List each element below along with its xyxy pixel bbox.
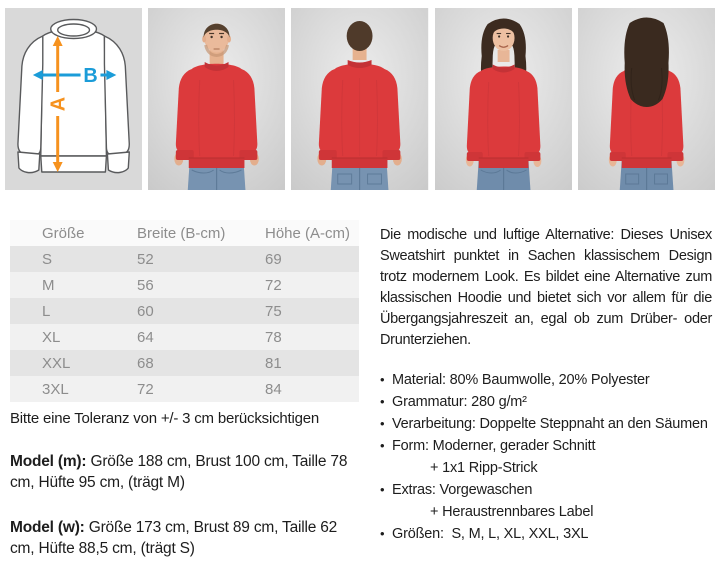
table-row-xxl: XXL 68 81: [10, 350, 359, 376]
photo-model-male-front[interactable]: [148, 8, 285, 190]
male-back-illustration: [291, 8, 428, 190]
feature-grammatur: Grammatur: 280 g/m²: [392, 394, 527, 410]
feature-form-sub: + 1x1 Ripp-Strick: [430, 460, 538, 476]
size-diagram-image[interactable]: [5, 8, 142, 190]
product-image-strip: [5, 8, 715, 190]
model-m-note: [10, 451, 355, 493]
photo-model-male-back[interactable]: [291, 8, 428, 190]
table-row-m: M 56 72: [10, 272, 359, 298]
height-label: A: [47, 96, 70, 112]
female-front-illustration: [435, 8, 572, 190]
product-detail-section: [0, 8, 720, 578]
table-row-xl: XL 64 78: [10, 324, 359, 350]
col-header-groesse: Größe: [42, 224, 85, 242]
model-w-note: [10, 517, 355, 559]
male-front-illustration: [148, 8, 285, 190]
description-column: [380, 220, 712, 559]
table-row-s: S 52 69: [10, 246, 359, 272]
feature-extras: Extras: Vorgewaschen + Heraustrennbares Label: [380, 479, 712, 523]
size-info-column: [10, 220, 359, 559]
model-w-text: Größe 173 cm, Brust 89 cm, Taille 62 cm, Hüfte 88,5 cm, (trägt S): [10, 519, 342, 557]
feature-groessen: Größen: S, M, L, XL, XXL, 3XL: [392, 526, 589, 542]
photo-model-female-front[interactable]: [435, 8, 572, 190]
width-label: B: [83, 64, 98, 88]
size-table: [10, 220, 359, 402]
product-description: Die modische und luftige Alternative: Dieses Unisex Sweatshirt punktet in Sachen klassischem Design trotz modernem Look. Es bildet eine Alternative zum klassischen Hoodie und bietet sich vor allem für die Übergangsjahreszeit an, egal ob zum Drüber- oder Drunterziehen.: [380, 227, 712, 348]
table-row-3xl: 3XL 72 84: [10, 376, 359, 402]
tolerance-note: Bitte eine Toleranz von +/- 3 cm berücksichtigen: [10, 410, 320, 427]
model-m-text: Größe 188 cm, Brust 100 cm, Taille 78 cm, Hüfte 95 cm, (trägt M): [10, 453, 352, 491]
size-diagram-drawing: [5, 8, 142, 190]
model-w-label: Model (w):: [10, 519, 85, 536]
female-back-illustration: [578, 8, 715, 190]
feature-verarbeitung: Verarbeitung: Doppelte Steppnaht an den Säumen: [392, 416, 708, 432]
table-row-l: L 60 75: [10, 298, 359, 324]
product-info: [0, 220, 720, 559]
feature-list: [380, 369, 712, 545]
size-table-header: [10, 220, 359, 246]
col-header-hoehe: Höhe (A-cm): [265, 224, 351, 242]
model-m-label: Model (m):: [10, 453, 87, 470]
feature-form: Form: Moderner, gerader Schnitt + 1x1 Ripp-Strick: [380, 435, 712, 479]
photo-model-female-back[interactable]: [578, 8, 715, 190]
col-header-breite: Breite (B-cm): [137, 224, 226, 242]
feature-extras-sub: + Heraustrennbares Label: [430, 504, 594, 520]
feature-material: Material: 80% Baumwolle, 20% Polyester: [392, 372, 650, 388]
